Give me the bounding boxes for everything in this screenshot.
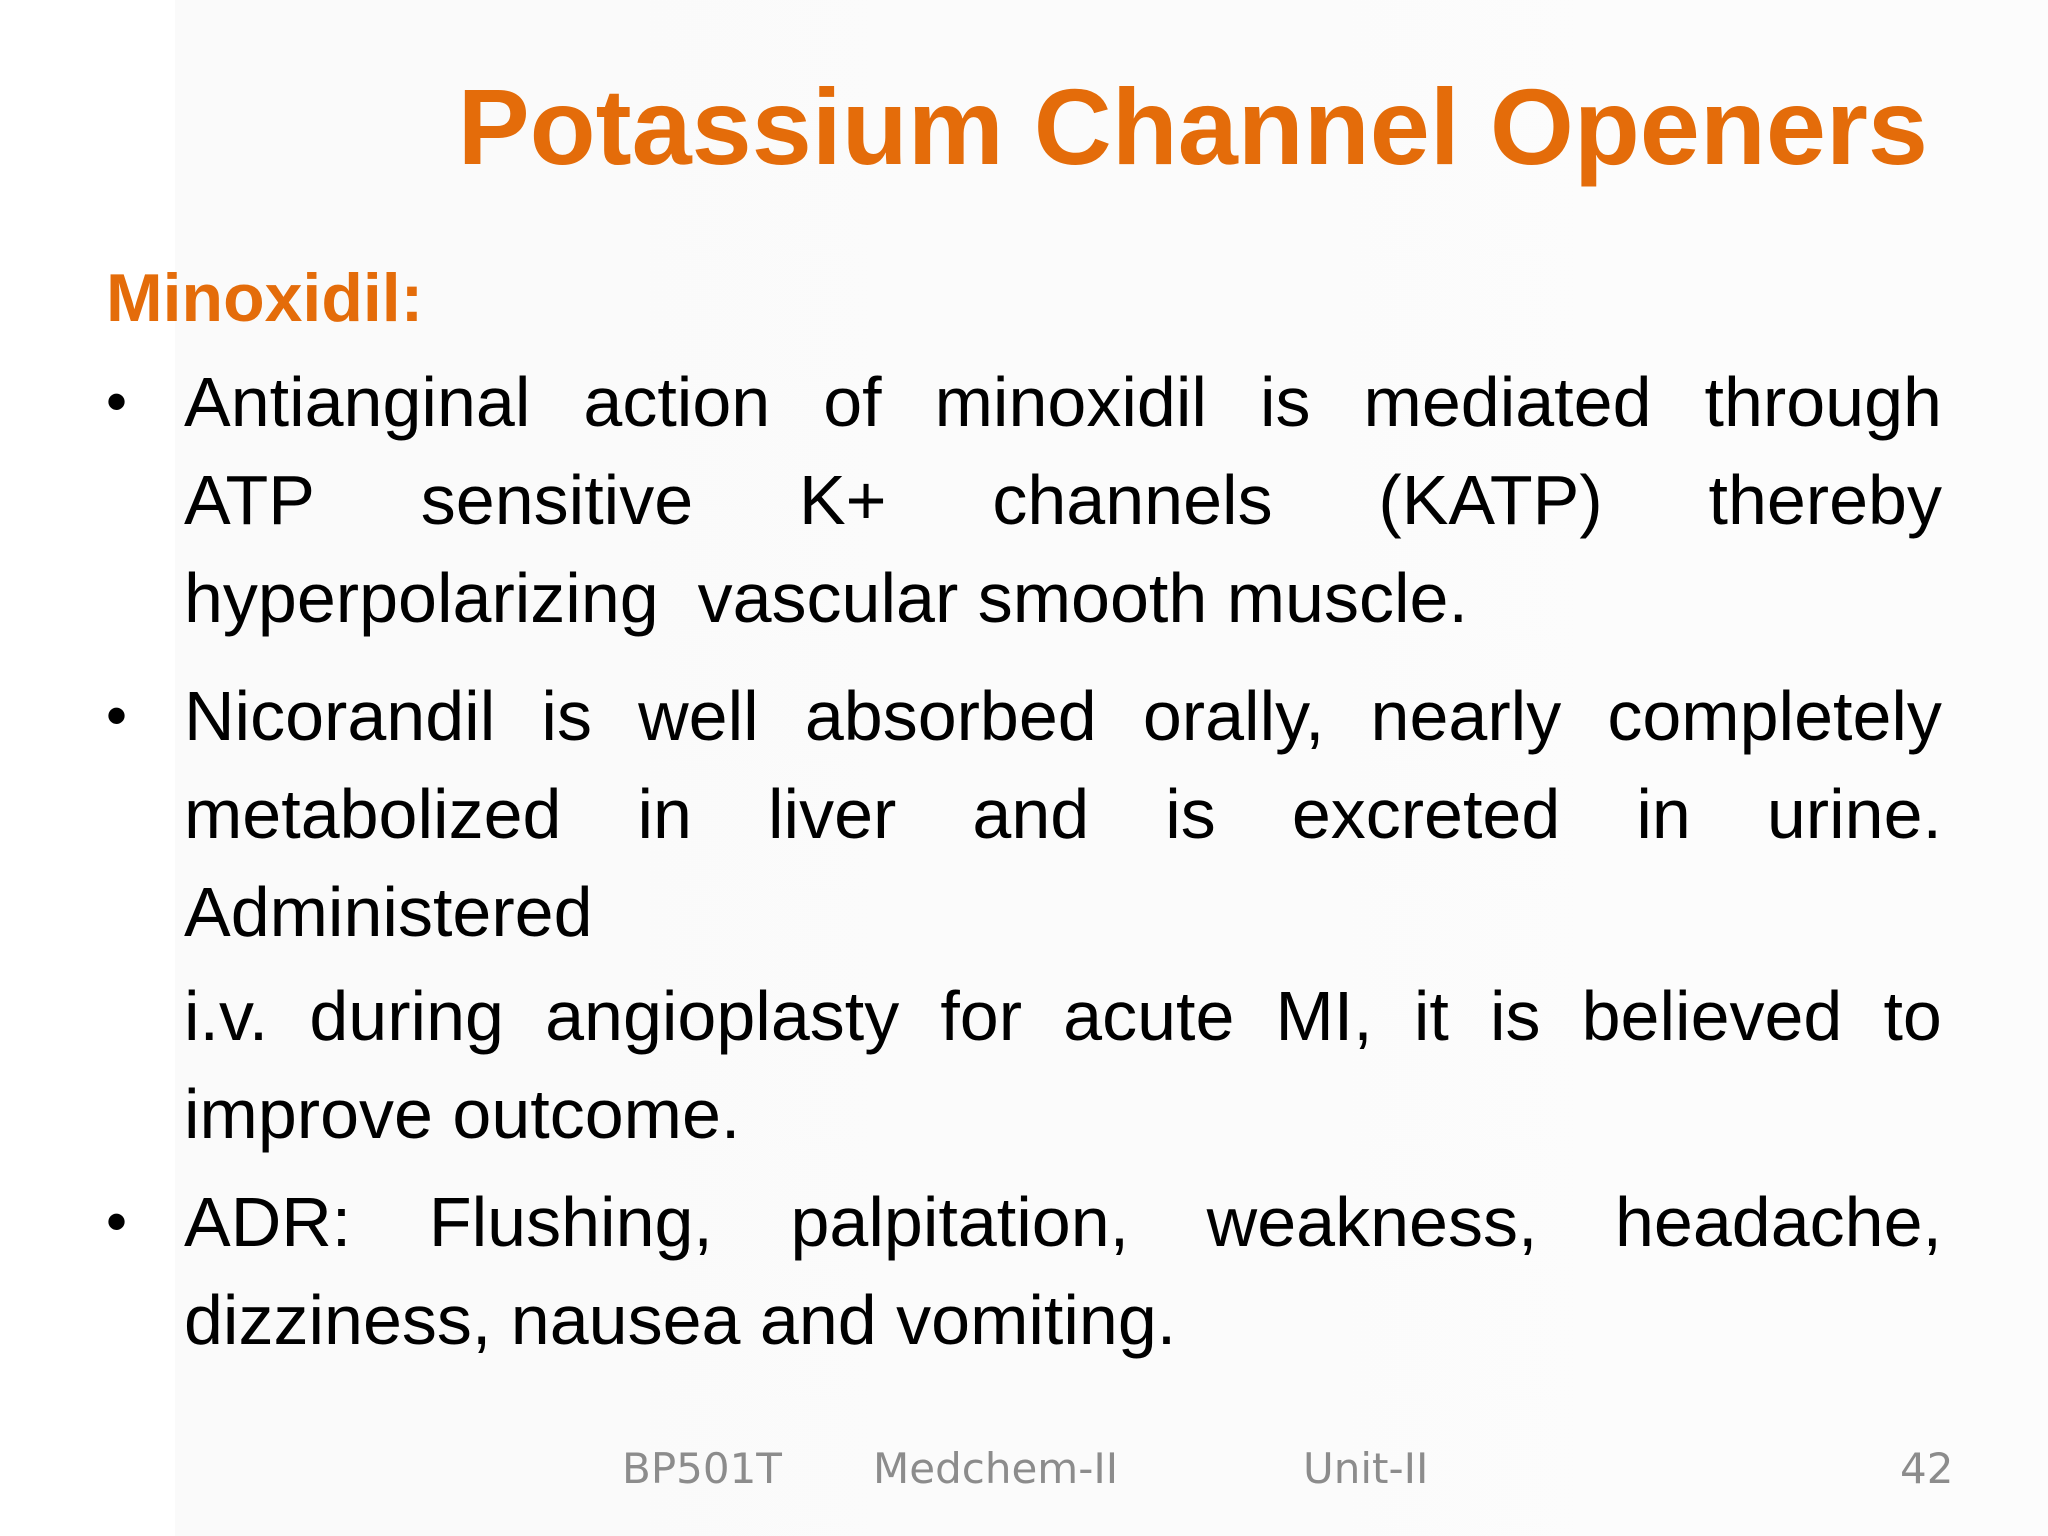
- word: believed: [1581, 977, 1843, 1055]
- word: (KATP): [1378, 461, 1603, 539]
- word: well: [638, 677, 759, 755]
- word: during: [309, 977, 504, 1055]
- word: palpitation,: [790, 1183, 1130, 1261]
- word: Flushing,: [428, 1183, 713, 1261]
- word: nearly: [1370, 677, 1562, 755]
- word: and: [972, 775, 1090, 853]
- word: acute: [1063, 977, 1235, 1055]
- word: is: [1165, 775, 1216, 853]
- bullet-2-line-2: [184, 764, 1942, 864]
- word: excreted: [1291, 775, 1561, 853]
- bullet-1-line-2: [184, 450, 1942, 550]
- footer-course-code: BP501T: [622, 1444, 782, 1493]
- word: metabolized: [184, 775, 562, 853]
- word: ATP: [184, 461, 315, 539]
- word: weakness,: [1206, 1183, 1538, 1261]
- word: it: [1413, 977, 1449, 1055]
- footer-page-number: 42: [1900, 1444, 1954, 1493]
- bullet-1-line-3: hyperpolarizing vascular smooth muscle.: [184, 559, 1468, 637]
- word: urine.: [1766, 775, 1942, 853]
- slide-title: Potassium Channel Openers: [457, 66, 1928, 187]
- bullet-3-line-1: [184, 1172, 1942, 1272]
- bullet-marker: •: [106, 368, 128, 435]
- word: action: [583, 363, 771, 441]
- bullet-marker: •: [106, 1188, 128, 1255]
- word: of: [823, 363, 882, 441]
- word: K+: [798, 461, 887, 539]
- word: i.v.: [184, 977, 269, 1055]
- word: in: [1636, 775, 1691, 853]
- word: minoxidil: [934, 363, 1207, 441]
- footer-unit: Unit-II: [1303, 1444, 1429, 1493]
- bullet-marker: •: [106, 682, 128, 749]
- word: thereby: [1708, 461, 1942, 539]
- word: completely: [1607, 677, 1942, 755]
- word: is: [1489, 977, 1541, 1055]
- word: is: [1259, 363, 1311, 441]
- word: orally,: [1142, 677, 1325, 755]
- word: Nicorandil: [184, 677, 496, 755]
- bullet-3-line-2: dizziness, nausea and vomiting.: [184, 1281, 1177, 1359]
- word: MI,: [1275, 977, 1373, 1055]
- word: mediated: [1363, 363, 1652, 441]
- word: channels: [992, 461, 1273, 539]
- word: angioplasty: [545, 977, 900, 1055]
- word: ADR:: [184, 1183, 352, 1261]
- word: sensitive: [420, 461, 694, 539]
- drug-heading: Minoxidil:: [106, 260, 424, 336]
- word: in: [637, 775, 692, 853]
- word: to: [1883, 977, 1942, 1055]
- bullet-2-line-3: Administered: [184, 873, 593, 951]
- word: headache,: [1615, 1183, 1942, 1261]
- bullet-1-line-1: [184, 352, 1942, 452]
- word: for: [940, 977, 1023, 1055]
- bullet-2-line-5: improve outcome.: [184, 1075, 741, 1153]
- word: liver: [768, 775, 897, 853]
- word: through: [1704, 363, 1942, 441]
- bullet-2-line-1: [184, 666, 1942, 766]
- word: Antianginal: [184, 363, 531, 441]
- bullet-2-line-4: [184, 966, 1942, 1066]
- word: absorbed: [804, 677, 1097, 755]
- word: is: [541, 677, 592, 755]
- footer-subject: Medchem-II: [873, 1444, 1119, 1493]
